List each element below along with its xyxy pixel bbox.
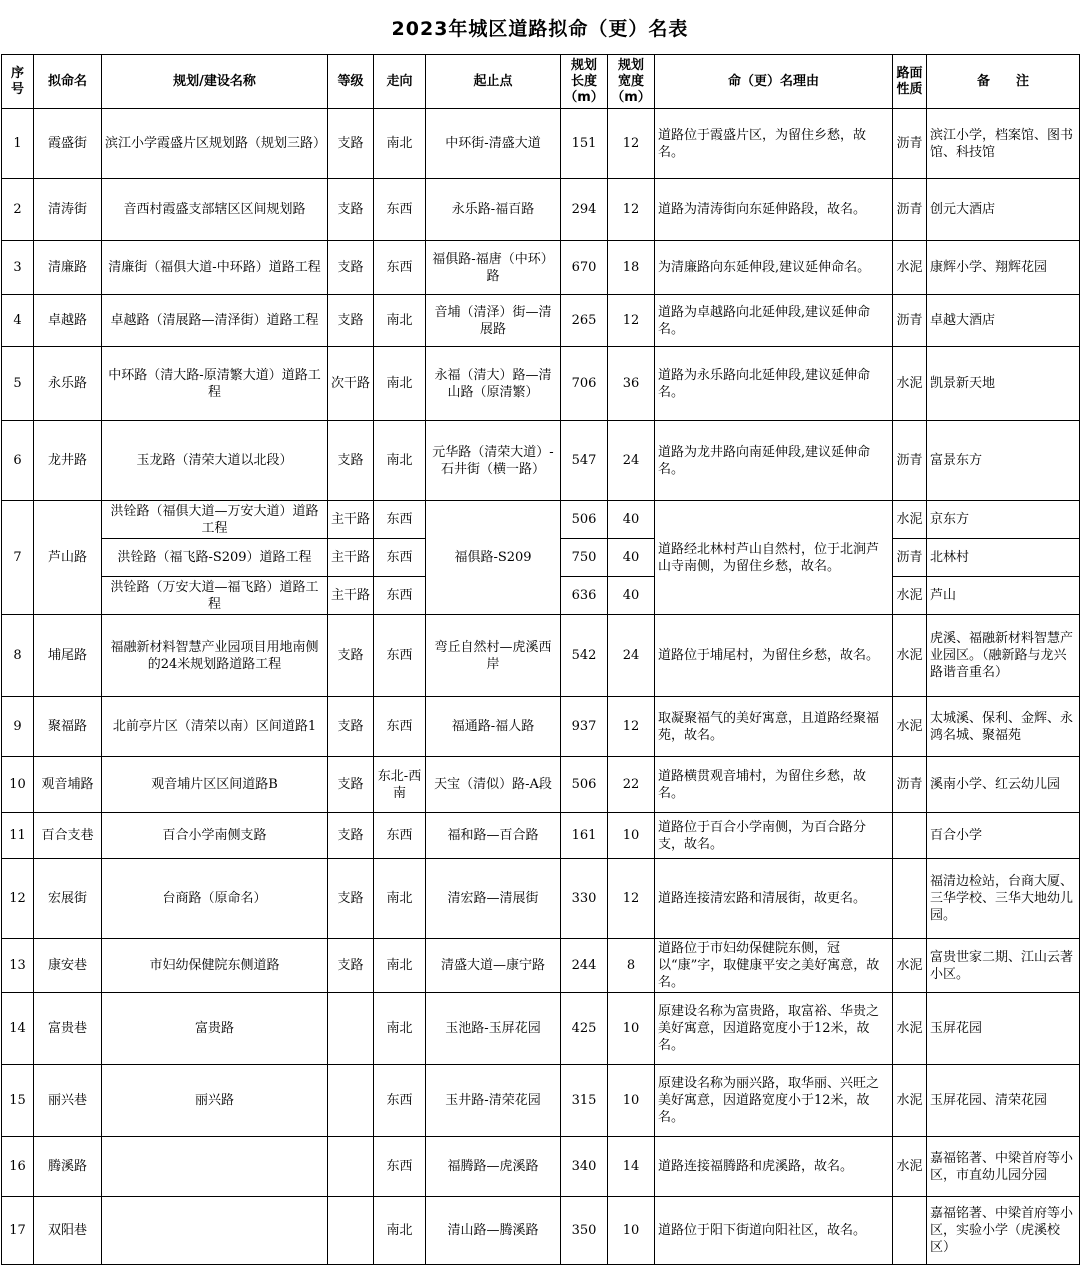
cell-plan: 观音埔片区区间道路B (102, 757, 328, 813)
cell-name: 百合支巷 (34, 813, 102, 859)
cell-length: 670 (561, 241, 608, 295)
cell-direction: 东西 (374, 1065, 426, 1137)
cell-direction: 东西 (374, 1137, 426, 1197)
cell-plan (102, 1197, 328, 1265)
cell-grade (328, 1137, 374, 1197)
table-row (2, 347, 1080, 421)
cell-direction: 南北 (374, 993, 426, 1065)
cell-plan: 北前亭片区（清荣以南）区间道路1 (102, 697, 328, 757)
cell-width: 40 (608, 501, 655, 539)
cell-grade: 支路 (328, 939, 374, 993)
cell-reason: 道路为永乐路向北延伸段,建议延伸命名。 (655, 347, 893, 421)
cell-name: 富贵巷 (34, 993, 102, 1065)
cell-range: 玉井路-清荣花园 (426, 1065, 561, 1137)
cell-seq: 9 (2, 697, 34, 757)
cell-range: 天宝（清似）路-A段 (426, 757, 561, 813)
cell-length: 937 (561, 697, 608, 757)
cell-note: 嘉福铭著、中梁首府等小区，市直幼儿园分园 (927, 1137, 1080, 1197)
cell-range: 清宏路—清展街 (426, 859, 561, 939)
cell-name: 双阳巷 (34, 1197, 102, 1265)
cell-direction: 南北 (374, 421, 426, 501)
cell-reason: 取凝聚福气的美好寓意，且道路经聚福苑，故名。 (655, 697, 893, 757)
cell-plan: 滨江小学霞盛片区规划路（规划三路） (102, 109, 328, 179)
cell-grade: 支路 (328, 813, 374, 859)
cell-reason: 道路位于霞盛片区，为留住乡愁，故名。 (655, 109, 893, 179)
cell-range: 永乐路-福百路 (426, 179, 561, 241)
cell-direction: 南北 (374, 1197, 426, 1265)
cell-plan: 清廉街（福俱大道-中环路）道路工程 (102, 241, 328, 295)
cell-direction: 东西 (374, 577, 426, 615)
cell-reason: 道路位于埔尾村，为留住乡愁，故名。 (655, 615, 893, 697)
cell-seq: 17 (2, 1197, 34, 1265)
cell-surface: 沥青 (893, 421, 927, 501)
table-row (2, 993, 1080, 1065)
cell-direction: 东北-西南 (374, 757, 426, 813)
cell-width: 10 (608, 813, 655, 859)
cell-grade: 支路 (328, 295, 374, 347)
cell-grade: 支路 (328, 241, 374, 295)
table-row (2, 1065, 1080, 1137)
cell-range: 福腾路—虎溪路 (426, 1137, 561, 1197)
cell-seq: 10 (2, 757, 34, 813)
cell-direction: 东西 (374, 615, 426, 697)
cell-length: 542 (561, 615, 608, 697)
cell-plan: 音西村霞盛支部辖区区间规划路 (102, 179, 328, 241)
cell-direction: 南北 (374, 295, 426, 347)
cell-direction: 南北 (374, 939, 426, 993)
cell-reason: 道路位于百合小学南侧，为百合路分支，故名。 (655, 813, 893, 859)
cell-seq: 3 (2, 241, 34, 295)
cell-grade: 支路 (328, 615, 374, 697)
cell-length: 330 (561, 859, 608, 939)
cell-name: 观音埔路 (34, 757, 102, 813)
cell-surface (893, 1197, 927, 1265)
cell-width: 40 (608, 577, 655, 615)
cell-plan: 卓越路（清展路—清泽街）道路工程 (102, 295, 328, 347)
header-reason: 命（更）名理由 (655, 55, 893, 109)
cell-reason: 道路为龙井路向南延伸段,建议延伸命名。 (655, 421, 893, 501)
cell-direction: 东西 (374, 179, 426, 241)
cell-name: 清涛街 (34, 179, 102, 241)
cell-direction: 东西 (374, 539, 426, 577)
cell-reason: 道路经北林村芦山自然村，位于北涧芦山寺南侧，为留住乡愁，故名。 (655, 501, 893, 615)
cell-reason: 原建设名称为丽兴路，取华丽、兴旺之美好寓意，因道路宽度小于12米，故名。 (655, 1065, 893, 1137)
cell-note: 溪南小学、红云幼儿园 (927, 757, 1080, 813)
cell-direction: 东西 (374, 697, 426, 757)
cell-length: 506 (561, 501, 608, 539)
header-seq: 序 号 (2, 55, 34, 109)
cell-range: 中环街-清盛大道 (426, 109, 561, 179)
cell-note: 芦山 (927, 577, 1080, 615)
cell-plan: 百合小学南侧支路 (102, 813, 328, 859)
cell-width: 10 (608, 1197, 655, 1265)
header-plan: 规划/建设名称 (102, 55, 328, 109)
cell-reason: 为清廉路向东延伸段,建议延伸命名。 (655, 241, 893, 295)
cell-name: 霞盛街 (34, 109, 102, 179)
cell-width: 10 (608, 1065, 655, 1137)
cell-surface: 沥青 (893, 757, 927, 813)
cell-note: 富贵世家二期、江山云著小区。 (927, 939, 1080, 993)
cell-reason: 原建设名称为富贵路，取富裕、华贵之美好寓意，因道路宽度小于12米，故名。 (655, 993, 893, 1065)
cell-plan: 玉龙路（清荣大道以北段） (102, 421, 328, 501)
cell-name: 聚福路 (34, 697, 102, 757)
cell-seq: 14 (2, 993, 34, 1065)
cell-surface: 水泥 (893, 347, 927, 421)
cell-direction: 东西 (374, 241, 426, 295)
cell-reason: 道路连接福腾路和虎溪路，故名。 (655, 1137, 893, 1197)
cell-length: 636 (561, 577, 608, 615)
cell-seq: 16 (2, 1137, 34, 1197)
cell-name: 埔尾路 (34, 615, 102, 697)
table-row (2, 241, 1080, 295)
cell-surface (893, 813, 927, 859)
cell-width: 24 (608, 421, 655, 501)
cell-width: 40 (608, 539, 655, 577)
cell-note: 京东方 (927, 501, 1080, 539)
cell-length: 350 (561, 1197, 608, 1265)
cell-grade: 支路 (328, 859, 374, 939)
cell-name: 宏展街 (34, 859, 102, 939)
cell-seq: 11 (2, 813, 34, 859)
cell-surface: 沥青 (893, 295, 927, 347)
cell-surface: 沥青 (893, 179, 927, 241)
cell-surface: 水泥 (893, 501, 927, 539)
cell-note: 虎溪、福融新材料智慧产业园区。（融新路与龙兴路谐音重名） (927, 615, 1080, 697)
cell-note: 百合小学 (927, 813, 1080, 859)
cell-surface: 水泥 (893, 697, 927, 757)
cell-note: 卓越大酒店 (927, 295, 1080, 347)
cell-grade: 主干路 (328, 539, 374, 577)
cell-plan: 富贵路 (102, 993, 328, 1065)
cell-plan: 洪铨路（福俱大道—万安大道）道路工程 (102, 501, 328, 539)
cell-name: 卓越路 (34, 295, 102, 347)
cell-surface: 水泥 (893, 993, 927, 1065)
cell-grade: 支路 (328, 421, 374, 501)
cell-length: 750 (561, 539, 608, 577)
cell-name: 清廉路 (34, 241, 102, 295)
cell-grade: 主干路 (328, 501, 374, 539)
cell-width: 12 (608, 179, 655, 241)
cell-length: 315 (561, 1065, 608, 1137)
cell-reason: 道路位于市妇幼保健院东侧，冠以“康”字，取健康平安之美好寓意，故名。 (655, 939, 893, 993)
cell-length: 161 (561, 813, 608, 859)
cell-length: 706 (561, 347, 608, 421)
cell-grade: 支路 (328, 179, 374, 241)
cell-reason: 道路为清涛街向东延伸路段，故名。 (655, 179, 893, 241)
cell-grade: 支路 (328, 697, 374, 757)
cell-width: 12 (608, 859, 655, 939)
cell-surface: 水泥 (893, 241, 927, 295)
cell-note: 玉屏花园 (927, 993, 1080, 1065)
cell-name: 龙井路 (34, 421, 102, 501)
table-row (2, 859, 1080, 939)
header-surface: 路面 性质 (893, 55, 927, 109)
cell-range: 音埔（清泽）街—清展路 (426, 295, 561, 347)
cell-range: 福通路-福人路 (426, 697, 561, 757)
cell-plan: 洪铨路（福飞路-S209）道路工程 (102, 539, 328, 577)
cell-reason: 道路位于阳下街道向阳社区，故名。 (655, 1197, 893, 1265)
header-width: 规划 宽度 （m） (608, 55, 655, 109)
cell-range: 元华路（清荣大道）-石井街（横一路） (426, 421, 561, 501)
cell-note: 福清边检站，台商大厦、三华学校、三华大地幼儿园。 (927, 859, 1080, 939)
cell-surface (893, 859, 927, 939)
cell-grade: 次干路 (328, 347, 374, 421)
cell-note: 滨江小学，档案馆、图书馆、科技馆 (927, 109, 1080, 179)
table-row (2, 295, 1080, 347)
cell-plan: 市妇幼保健院东侧道路 (102, 939, 328, 993)
cell-grade (328, 1197, 374, 1265)
cell-seq: 8 (2, 615, 34, 697)
cell-plan: 中环路（清大路-原清繁大道）道路工程 (102, 347, 328, 421)
cell-width: 14 (608, 1137, 655, 1197)
cell-name: 康安巷 (34, 939, 102, 993)
header-length: 规划 长度 （m） (561, 55, 608, 109)
cell-width: 12 (608, 295, 655, 347)
cell-direction: 南北 (374, 347, 426, 421)
cell-width: 36 (608, 347, 655, 421)
cell-note: 创元大酒店 (927, 179, 1080, 241)
cell-seq: 4 (2, 295, 34, 347)
cell-surface: 水泥 (893, 1137, 927, 1197)
cell-surface: 水泥 (893, 577, 927, 615)
cell-width: 22 (608, 757, 655, 813)
cell-range: 清盛大道—康宁路 (426, 939, 561, 993)
cell-grade (328, 993, 374, 1065)
cell-note: 康辉小学、翔辉花园 (927, 241, 1080, 295)
cell-range: 福俱路-福唐（中环）路 (426, 241, 561, 295)
cell-plan: 福融新材料智慧产业园项目用地南侧的24米规划路道路工程 (102, 615, 328, 697)
cell-width: 10 (608, 993, 655, 1065)
cell-direction: 南北 (374, 109, 426, 179)
cell-reason: 道路横贯观音埔村，为留住乡愁，故名。 (655, 757, 893, 813)
table-row (2, 1137, 1080, 1197)
table-row (2, 421, 1080, 501)
table-row (2, 109, 1080, 179)
cell-seq: 1 (2, 109, 34, 179)
table-row (2, 697, 1080, 757)
header-grade: 等级 (328, 55, 374, 109)
cell-length: 506 (561, 757, 608, 813)
cell-plan: 丽兴路 (102, 1065, 328, 1137)
cell-plan: 台商路（原命名） (102, 859, 328, 939)
header-range: 起止点 (426, 55, 561, 109)
cell-length: 244 (561, 939, 608, 993)
header-note: 备 注 (927, 55, 1080, 109)
header-name: 拟命名 (34, 55, 102, 109)
cell-note: 富景东方 (927, 421, 1080, 501)
cell-seq: 15 (2, 1065, 34, 1137)
cell-note: 太城溪、保利、金辉、永鸿名城、聚福苑 (927, 697, 1080, 757)
cell-length: 425 (561, 993, 608, 1065)
cell-direction: 南北 (374, 859, 426, 939)
cell-grade: 支路 (328, 757, 374, 813)
cell-reason: 道路连接清宏路和清展街，故更名。 (655, 859, 893, 939)
cell-width: 18 (608, 241, 655, 295)
cell-range: 福俱路-S209 (426, 501, 561, 615)
document-title: 2023年城区道路拟命（更）名表 (391, 17, 689, 40)
table-row (2, 501, 1080, 539)
cell-reason: 道路为卓越路向北延伸段,建议延伸命名。 (655, 295, 893, 347)
road-naming-table (1, 54, 1080, 1265)
cell-length: 547 (561, 421, 608, 501)
cell-seq: 13 (2, 939, 34, 993)
cell-length: 265 (561, 295, 608, 347)
table-row (2, 615, 1080, 697)
cell-width: 12 (608, 109, 655, 179)
table-row (2, 757, 1080, 813)
cell-plan: 洪铨路（万安大道—福飞路）道路工程 (102, 577, 328, 615)
cell-note: 凯景新天地 (927, 347, 1080, 421)
cell-range: 清山路—腾溪路 (426, 1197, 561, 1265)
cell-width: 8 (608, 939, 655, 993)
cell-name: 腾溪路 (34, 1137, 102, 1197)
cell-grade: 主干路 (328, 577, 374, 615)
cell-name: 永乐路 (34, 347, 102, 421)
table-row (2, 1197, 1080, 1265)
cell-note: 玉屏花园、清荣花园 (927, 1065, 1080, 1137)
cell-direction: 东西 (374, 501, 426, 539)
cell-range: 永福（清大）路—清山路（原清繁） (426, 347, 561, 421)
cell-surface: 沥青 (893, 539, 927, 577)
cell-length: 151 (561, 109, 608, 179)
cell-grade: 支路 (328, 109, 374, 179)
cell-range: 福和路—百合路 (426, 813, 561, 859)
cell-seq: 12 (2, 859, 34, 939)
cell-name: 芦山路 (34, 501, 102, 615)
cell-width: 24 (608, 615, 655, 697)
cell-direction: 东西 (374, 813, 426, 859)
cell-surface: 水泥 (893, 615, 927, 697)
cell-note: 北林村 (927, 539, 1080, 577)
cell-plan (102, 1137, 328, 1197)
cell-name: 丽兴巷 (34, 1065, 102, 1137)
cell-surface: 水泥 (893, 1065, 927, 1137)
cell-range: 玉池路-玉屏花园 (426, 993, 561, 1065)
cell-length: 294 (561, 179, 608, 241)
cell-seq: 5 (2, 347, 34, 421)
cell-range: 弯丘自然村—虎溪西岸 (426, 615, 561, 697)
cell-surface: 水泥 (893, 939, 927, 993)
cell-surface: 沥青 (893, 109, 927, 179)
cell-seq: 6 (2, 421, 34, 501)
table-row (2, 179, 1080, 241)
header-row (2, 55, 1080, 109)
header-direction: 走向 (374, 55, 426, 109)
cell-width: 12 (608, 697, 655, 757)
cell-grade (328, 1065, 374, 1137)
table-row (2, 813, 1080, 859)
cell-seq: 7 (2, 501, 34, 615)
cell-note: 嘉福铭著、中梁首府等小区，实验小学（虎溪校区） (927, 1197, 1080, 1265)
table-row (2, 939, 1080, 993)
cell-length: 340 (561, 1137, 608, 1197)
cell-seq: 2 (2, 179, 34, 241)
